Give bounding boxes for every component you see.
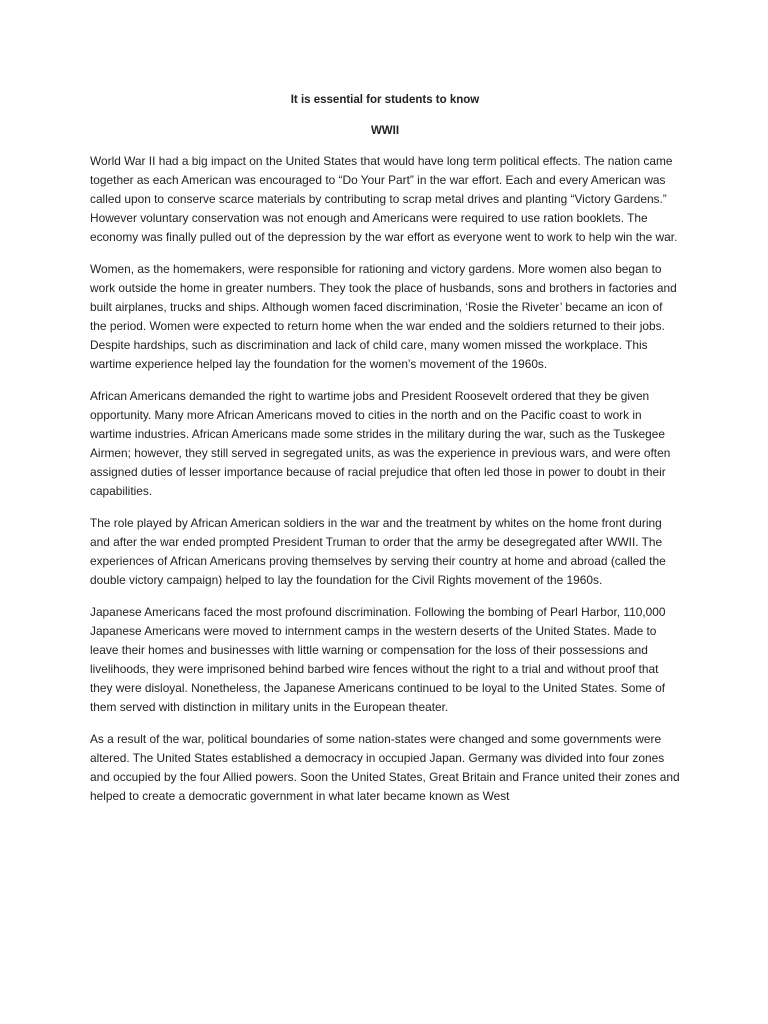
document-page [90,93,680,819]
paragraph-postwar-boundaries: As a result of the war, political boundaries of some nation-states were changed and some governments were altered. The United States established a democracy in occupied Japan. Germany was divided into four zones and occupied by the four Allied powers. Soon the United States, Great Britain and France united their zones and helped to create a democratic government in what later became known as West [90,732,680,803]
document-subtitle: WWII [370,125,400,137]
paragraph-desegregation: The role played by African American soldiers in the war and the treatment by whites on the home front during and after the war ended prompted President Truman to order that the army be desegregated after WWII. The experiences of African Americans proving themselves by serving their country at home and abroad (called the double victory campaign) helped to lay the foundation for the Civil Rights movement of the 1960s. [90,516,666,587]
paragraph-war-impact: World War II had a big impact on the United States that would have long term political effects. The nation came together as each American was encouraged to “Do Your Part” in the war effort. Each and every American was called upon to conserve scarce materials by contributing to scrap metal drives and planting “Victory Gardens.” However voluntary conservation was not enough and Americans were required to use ration booklets. The economy was finally pulled out of the depression by the war effort as everyone went to work to help win the war. [90,154,678,244]
paragraph-african-americans: African Americans demanded the right to wartime jobs and President Roosevelt ordered that they be given opportunity. Many more African Americans moved to cities in the north and on the Pacific coast to work in wartime industries. African Americans made some strides in the military during the war, such as the Tuskegee Airmen; however, they still served in segregated units, as was the experience in previous wars, and were often assigned duties of lesser importance because of racial prejudice that often led those in power to doubt in their capabilities. [90,389,671,498]
paragraph-japanese-americans: Japanese Americans faced the most profound discrimination. Following the bombing of Pearl Harbor, 110,000 Japanese Americans were moved to internment camps in the western deserts of the United States. Made to leave their homes and businesses with little warning or compensation for the loss of their possessions and livelihoods, they were imprisoned behind barbed wire fences without the right to a trial and without proof that they were disloyal. Nonetheless, the Japanese Americans continued to be loyal to the United States. Some of them served with distinction in military units in the European theater. [90,605,666,714]
paragraph-women: Women, as the homemakers, were responsible for rationing and victory gardens. More women also began to work outside the home in greater numbers. They took the place of husbands, sons and brothers in factories and built airplanes, trucks and ships. Although women faced discrimination, ‘Rosie the Riveter’ became an icon of the period. Women were expected to return home when the war ended and the soldiers returned to their jobs. Despite hardships, such as discrimination and lack of child care, many women missed the workplace. This wartime experience helped lay the foundation for the women’s movement of the 1960s. [90,262,677,371]
document-title: It is essential for students to know [290,94,480,106]
